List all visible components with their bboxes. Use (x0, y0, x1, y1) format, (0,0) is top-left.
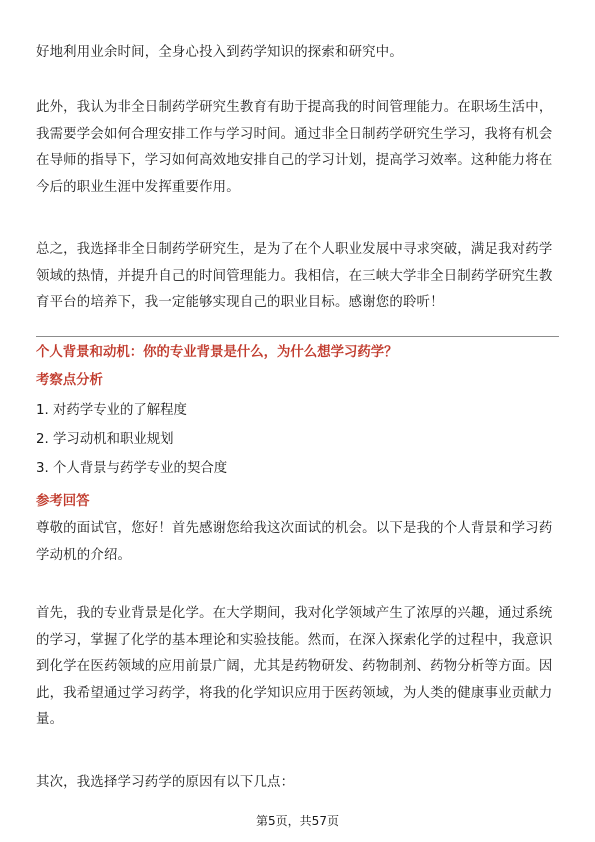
analysis-heading: 考察点分析 (36, 373, 103, 388)
paragraph-greeting: 尊敬的面试官，您好！首先感谢您给我这次面试的机会。以下是我的个人背景和学习药学动机的介绍。 (36, 521, 553, 563)
list-item: 2. 学习动机和职业规划 (36, 432, 174, 447)
paragraph-summary: 总之，我选择非全日制药学研究生，是为了在个人职业发展中寻求突破，满足我对药学领域的热情，并提升自己的时间管理能力。我相信，在三峡大学非全日制药学研究生教育平台的培养下，我一定能够实现自己的职业目标。感谢您的聆听！ (36, 242, 553, 310)
page-number-footer: 第5页，共57页 (256, 814, 339, 828)
paragraph-second-reason: 其次，我选择学习药学的原因有以下几点： (36, 775, 295, 790)
list-item: 3. 个人背景与药学专业的契合度 (36, 461, 228, 476)
answer-heading: 参考回答 (36, 494, 90, 509)
list-item: 1. 对药学专业的了解程度 (36, 403, 187, 418)
analysis-point-list (36, 396, 559, 483)
question-heading: 个人背景和动机：你的专业背景是什么，为什么想学习药学？ (36, 345, 398, 360)
paragraph-time-management: 此外，我认为非全日制药学研究生教育有助于提高我的时间管理能力。在职场生活中，我需要学会如何合理安排工作与学习时间。通过非全日制药学研究生学习，我将有机会在导师的指导下，学习如何高效地安排自己的学习计划，提高学习效率。这种能力将在今后的职业生涯中发挥重要作用。 (36, 100, 553, 195)
paragraph-first-reason: 首先，我的专业背景是化学。在大学期间，我对化学领域产生了浓厚的兴趣，通过系统的学习，掌握了化学的基本理论和实验技能。然而，在深入探索化学的过程中，我意识到化学在医药领域的应用前景广阔，尤其是药物研发、药物制剂、药物分析等方面。因此，我希望通过学习药学，将我的化学知识应用于医药领域，为人类的健康事业贡献力量。 (36, 606, 553, 727)
paragraph-intro-tail: 好地利用业余时间，全身心投入到药学知识的探索和研究中。 (36, 45, 403, 60)
section-divider (36, 336, 559, 337)
